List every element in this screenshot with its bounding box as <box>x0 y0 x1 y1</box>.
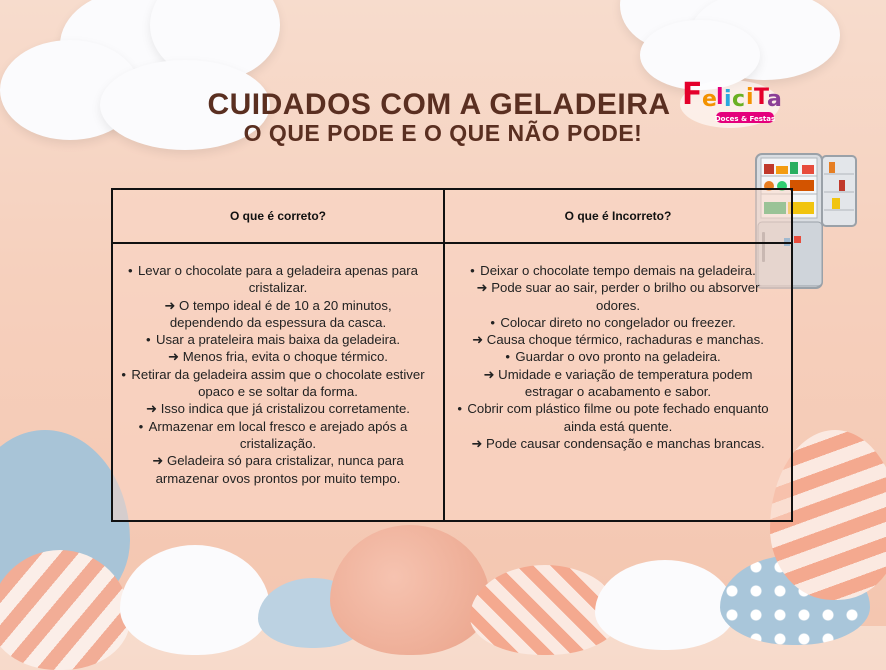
list-item: ➜ Umidade e variação de temperatura podem estragar o acabamento e sabor. <box>483 366 753 400</box>
list-item: ➜ Causa choque térmico, rachaduras e manchas. <box>472 332 764 348</box>
list-item: • Levar o chocolate para a geladeira apenas para cristalizar. <box>129 262 427 297</box>
list-item: • Colocar direto no congelador ou freezer. <box>461 314 775 331</box>
list-item: • Usar a prateleira mais baixa da geladeira. <box>129 331 427 348</box>
page-subtitle: O QUE PODE E O QUE NÃO PODE! <box>243 120 643 146</box>
list-item: • Armazenar em local fresco e arejado após a cristalização. <box>129 418 427 453</box>
correct-column <box>113 244 445 520</box>
header-correct: O que é correto? <box>113 190 445 244</box>
easter-egg-icon <box>330 525 490 655</box>
svg-text:c: c <box>732 87 746 112</box>
svg-text:i: i <box>746 85 754 110</box>
header-incorrect: O que é Incorreto? <box>445 190 791 244</box>
list-item: ➜ O tempo ideal é de 10 a 20 minutos, dependendo da espessura da casca. <box>164 297 392 330</box>
list-item: • Retirar da geladeira assim que o chocolate estiver opaco e se soltar da forma. <box>129 366 427 401</box>
easter-egg-icon <box>595 560 735 650</box>
list-item: ➜ Isso indica que já cristalizou corretamente. <box>146 401 410 417</box>
svg-text:l: l <box>716 85 724 110</box>
care-table <box>111 188 793 522</box>
list-item: ➜ Pode suar ao sair, perder o brilho ou absorver odores. <box>476 280 760 313</box>
list-item: ➜ Geladeira só para cristalizar, nunca para armazenar ovos prontos por muito tempo. <box>152 453 404 486</box>
svg-text:Doces & Festas: Doces & Festas <box>714 115 776 123</box>
list-item: • Cobrir com plástico filme ou pote fechado enquanto ainda está quente. <box>461 400 775 435</box>
list-item: ➜ Menos fria, evita o choque térmico. <box>168 349 388 365</box>
list-item: • Deixar o chocolate tempo demais na geladeira. <box>461 262 775 279</box>
list-item: ➜ Pode causar condensação e manchas brancas. <box>471 435 765 451</box>
felicita-logo-icon <box>676 70 784 132</box>
easter-egg-icon <box>120 545 270 655</box>
svg-text:T: T <box>754 85 770 110</box>
list-item: • Guardar o ovo pronto na geladeira. <box>461 348 775 365</box>
logo-letter-f: F <box>682 77 703 112</box>
page-title: CUIDADOS COM A GELADEIRA <box>207 88 671 121</box>
incorrect-column <box>445 244 791 520</box>
svg-text:a: a <box>767 87 782 112</box>
svg-text:e: e <box>702 87 717 112</box>
svg-text:i: i <box>724 87 732 112</box>
